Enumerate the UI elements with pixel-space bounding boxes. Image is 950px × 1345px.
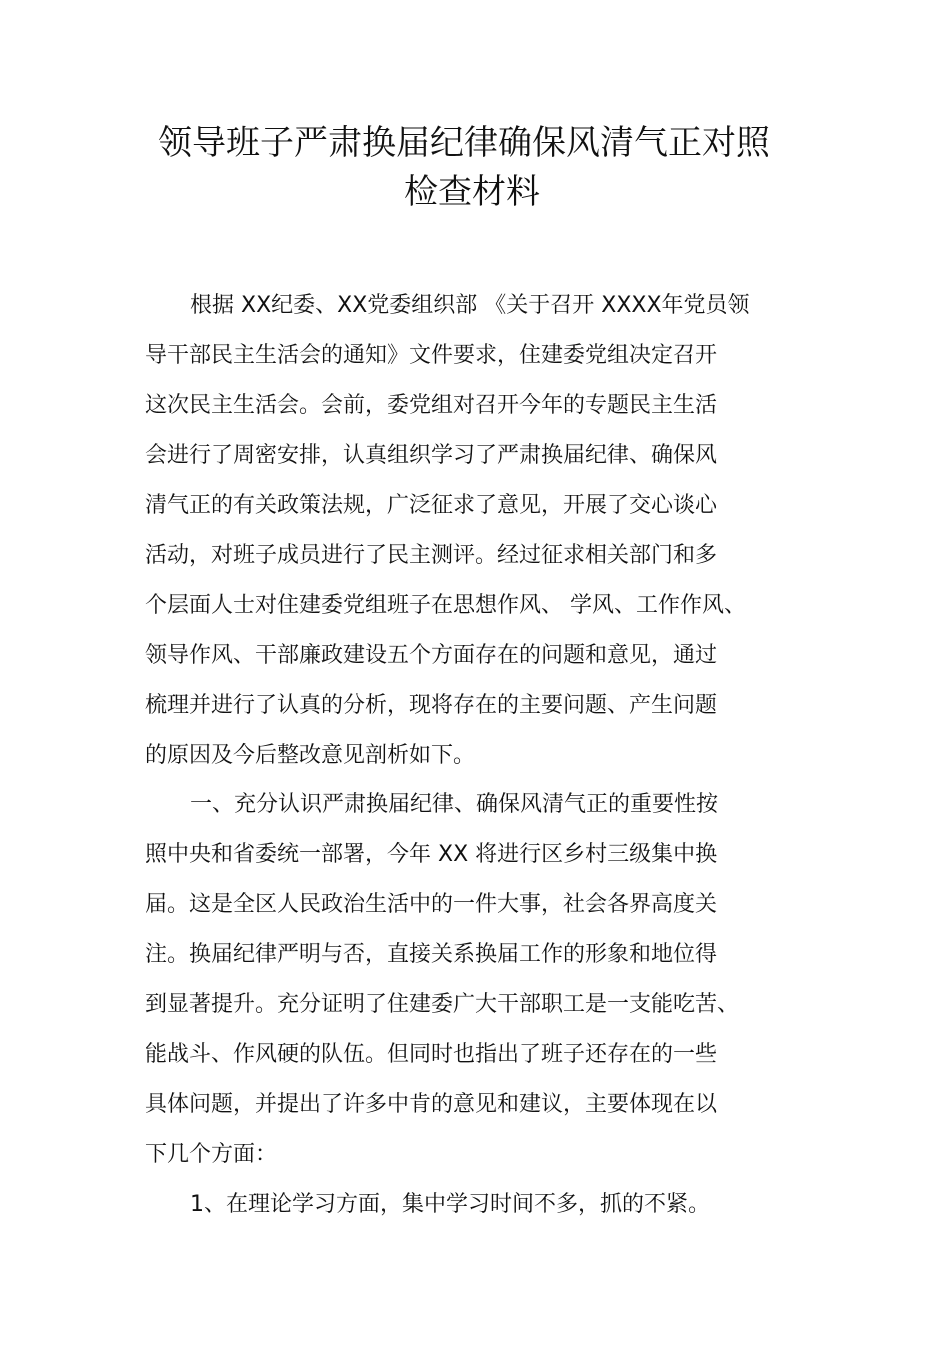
paragraph-line: 的原因及今后整改意见剖析如下。 <box>145 743 476 768</box>
paragraph-line: 这次民主生活会。会前，委党组对召开今年的专题民主生活 <box>145 393 718 418</box>
paragraph-line: 下几个方面： <box>145 1142 278 1167</box>
section-heading-line: 一、充分认识严肃换届纪律、确保风清气正的重要性按 <box>190 792 719 817</box>
paragraph-line: 个层面人士对住建委党组班子在思想作风、 学风、工作作风、 <box>145 593 746 618</box>
paragraph-line: 梳理并进行了认真的分析，现将存在的主要问题、产生问题 <box>145 693 718 718</box>
document-title-line-1: 领导班子严肃换届纪律确保风清气正对照 <box>158 123 770 163</box>
paragraph-line: 根据 XX纪委、XX党委组织部 《关于召开 XXXX年党员领 <box>190 293 750 318</box>
paragraph-line: 清气正的有关政策法规，广泛征求了意见，开展了交心谈心 <box>145 493 718 518</box>
document-title-line-2: 检查材料 <box>404 172 540 212</box>
list-item-line: 1、在理论学习方面，集中学习时间不多，抓的不紧。 <box>190 1192 710 1217</box>
paragraph-line: 具体问题，并提出了许多中肯的意见和建议，主要体现在以 <box>145 1092 718 1117</box>
paragraph-line: 活动，对班子成员进行了民主测评。经过征求相关部门和多 <box>145 543 718 568</box>
paragraph-line: 能战斗、作风硬的队伍。但同时也指出了班子还存在的一些 <box>145 1042 718 1067</box>
paragraph-line: 届。这是全区人民政治生活中的一件大事，社会各界高度关 <box>145 892 718 917</box>
paragraph-line: 注。换届纪律严明与否，直接关系换届工作的形象和地位得 <box>145 942 718 967</box>
paragraph-line: 导干部民主生活会的通知》文件要求，住建委党组决定召开 <box>145 343 718 368</box>
paragraph-line: 领导作风、干部廉政建设五个方面存在的问题和意见，通过 <box>145 643 718 668</box>
paragraph-line: 会进行了周密安排，认真组织学习了严肃换届纪律、确保风 <box>145 443 718 468</box>
paragraph-line: 到显著提升。充分证明了住建委广大干部职工是一支能吃苦、 <box>145 992 740 1017</box>
paragraph-line: 照中央和省委统一部署，今年 XX 将进行区乡村三级集中换 <box>145 842 718 867</box>
